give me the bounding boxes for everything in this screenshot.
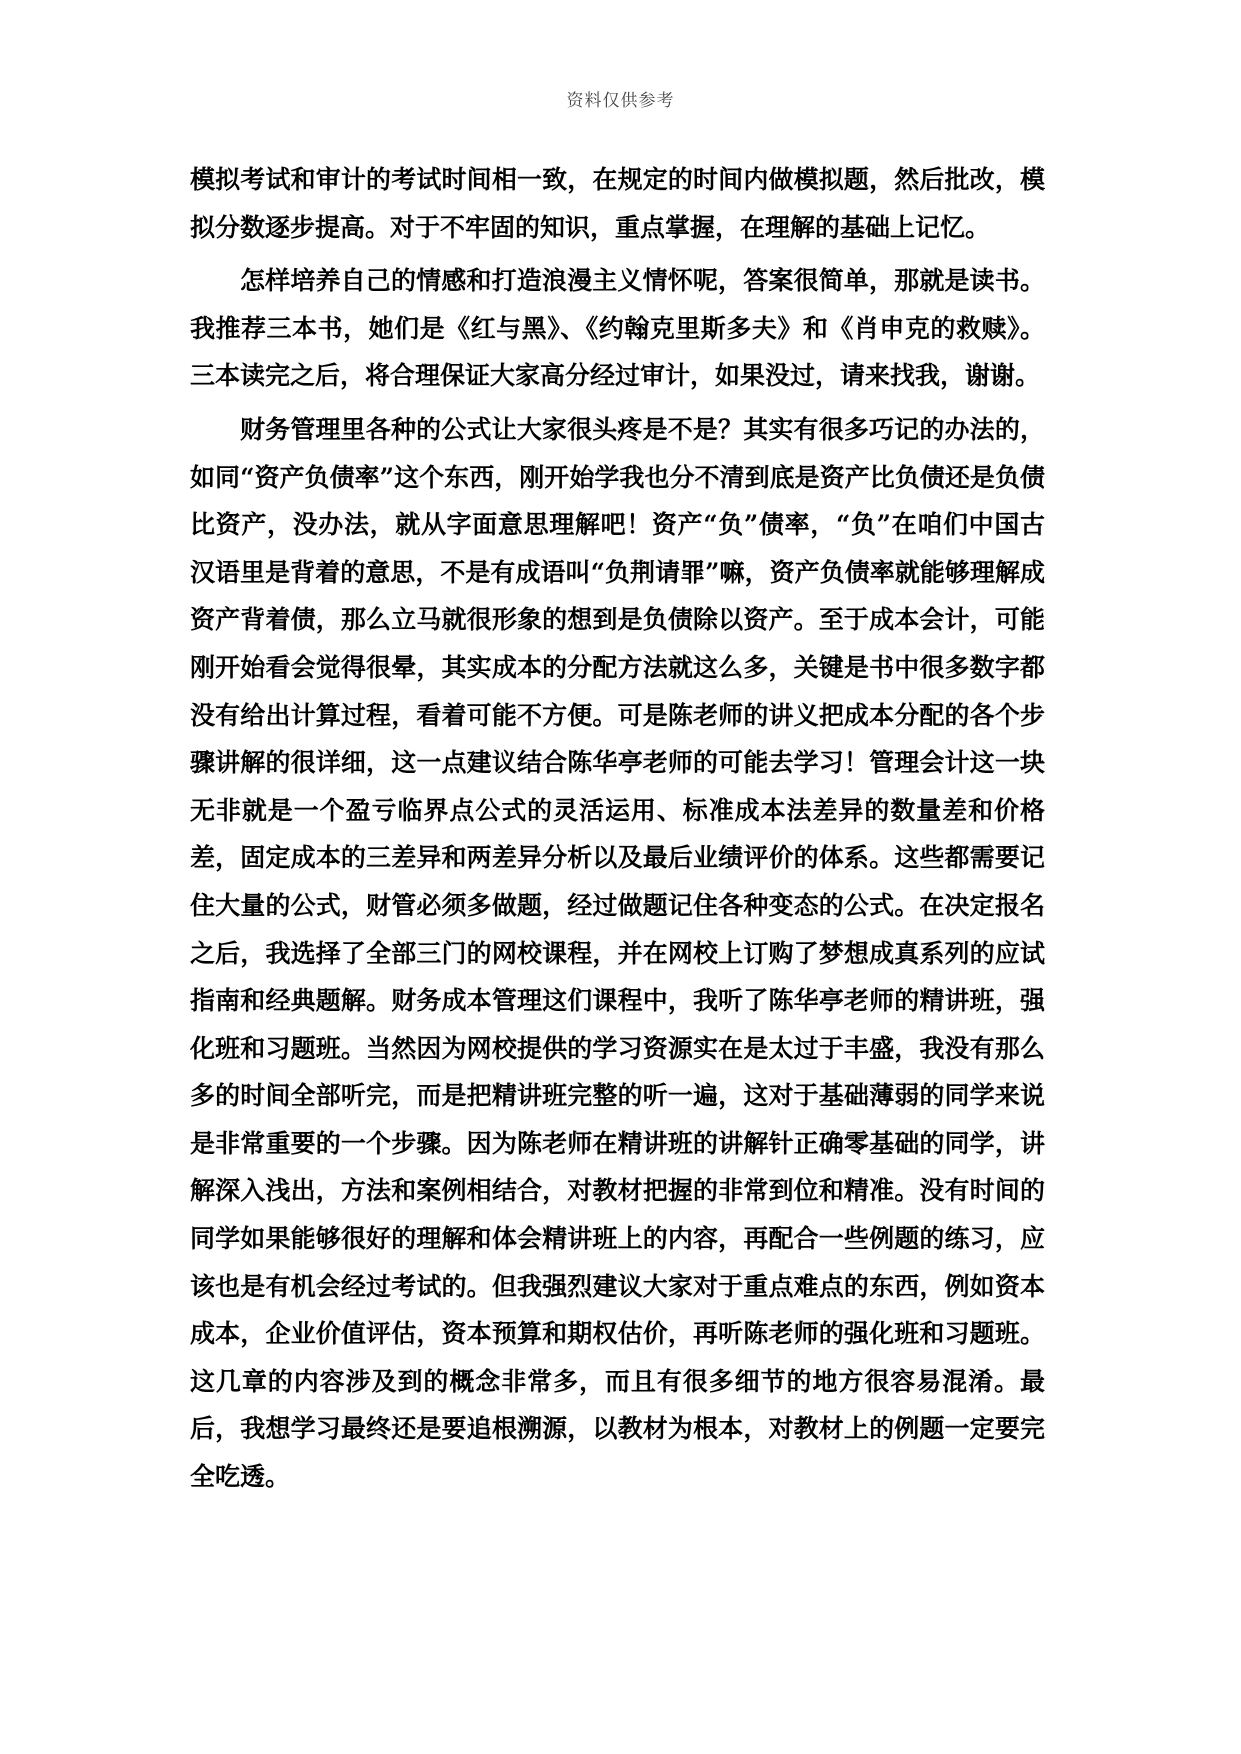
paragraph-2: 怎样培养自己的情感和打造浪漫主义情怀呢，答案很简单，那就是读书。我推荐三本书，她们是《红与黑》、《约翰克里斯多夫》和《肖申克的救赎》。三本读完之后，将合理保证大家高分经过审计，如果没过，请来找我，谢谢。 bbox=[190, 266, 1045, 391]
paragraph-1: 模拟考试和审计的考试时间相一致，在规定的时间内做模拟题，然后批改，模拟分数逐步提高。对于不牢固的知识，重点掌握，在理解的基础上记忆。 bbox=[190, 165, 1045, 242]
paragraph-3: 财务管理里各种的公式让大家很头疼是不是？其实有很多巧记的办法的，如同“资产负债率”这个东西，刚开始学我也分不清到底是资产比负债还是负债比资产，没办法，就从字面意思理解吧！资产“负”债率，“负”在咱们中国古汉语里是背着的意思，不是有成语叫“负荆请罪”嘛，资产负债率就能够理解成资产背着债，那么立马就很形象的想到是负债除以资产。至于成本会计，可能刚开始看会觉得很晕，其实成本的分配方法就这么多，关键是书中很多数字都没有给出计算过程，看着可能不方便。可是陈老师的讲义把成本分配的各个步骤讲解的很详细，这一点建议结合陈华亭老师的可能去学习！管理会计这一块无非就是一个盈亏临界点公式的灵活运用、标准成本法差异的数量差和价格差，固定成本的三差异和两差异分析以及最后业绩评价的体系。这些都需要记住大量的公式，财管必须多做题，经过做题记住各种变态的公式。在决定报名之后，我选择了全部三门的网校课程，并在网校上订购了梦想成真系列的应试指南和经典题解。财务成本管理这们课程中，我听了陈华亭老师的精讲班，强化班和习题班。当然因为网校提供的学习资源实在是太过于丰盛，我没有那么多的时间全部听完，而是把精讲班完整的听一遍，这对于基础薄弱的同学来说是非常重要的一个步骤。因为陈老师在精讲班的讲解针正确零基础的同学，讲解深入浅出，方法和案例相结合，对教材把握的非常到位和精准。没有时间的同学如果能够很好的理解和体会精讲班上的内容，再配合一些例题的练习，应该也是有机会经过考试的。但我强烈建议大家对于重点难点的东西，例如资本成本，企业价值评估，资本预算和期权估价，再听陈老师的强化班和习题班。这几章的内容涉及到的概念非常多，而且有很多细节的地方很容易混淆。最后，我想学习最终还是要追根溯源，以教材为根本，对教材上的例题一定要完全吃透。 bbox=[190, 414, 1045, 1492]
page-header: 资料仅供参考 bbox=[566, 91, 675, 111]
document-body bbox=[190, 156, 1045, 1507]
